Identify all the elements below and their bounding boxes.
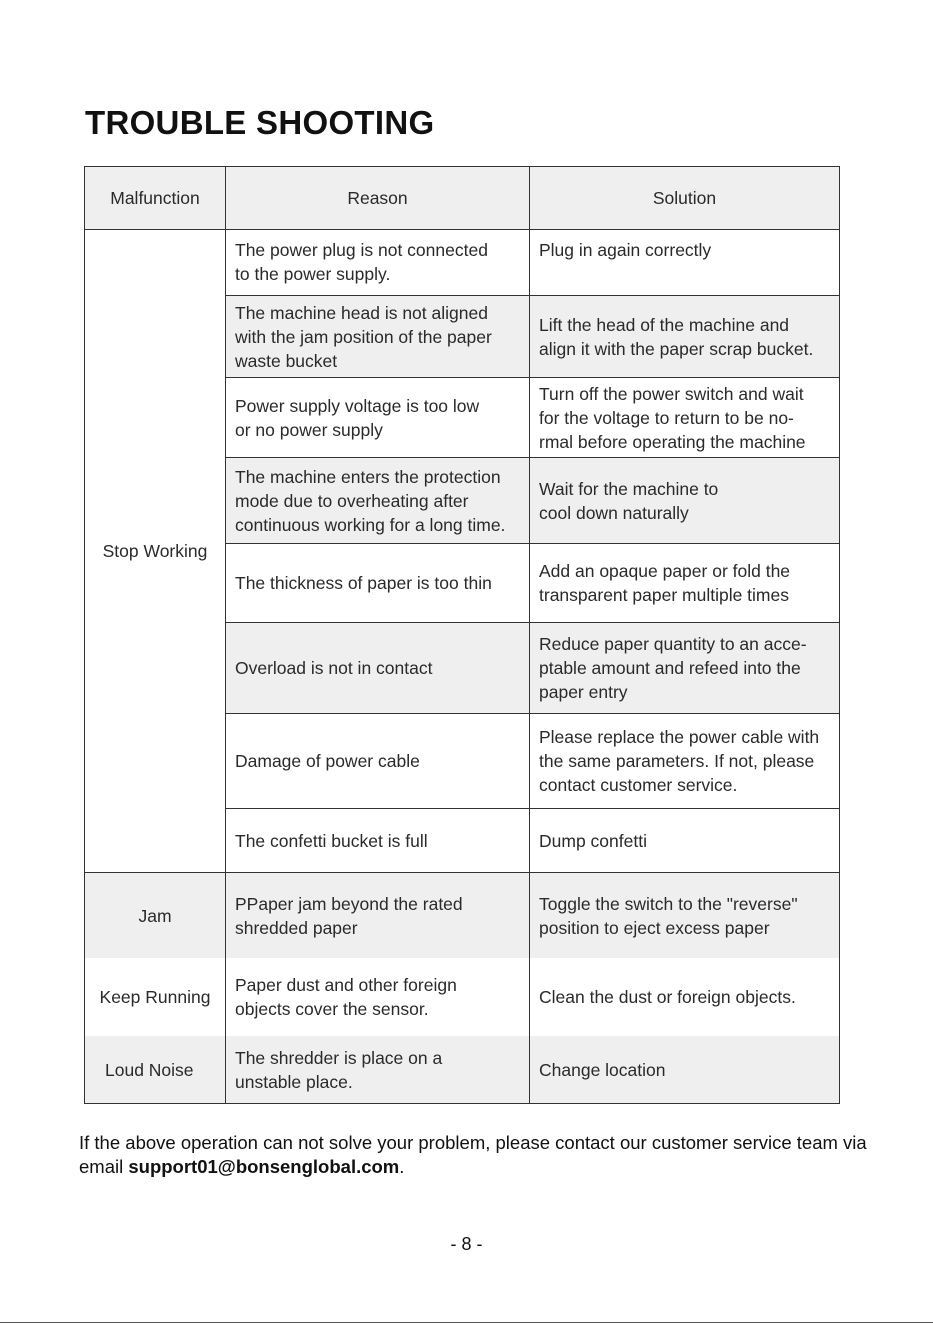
reason-cell: Power supply voltage is too low or no power supply: [225, 377, 529, 457]
page-title: TROUBLE SHOOTING: [85, 104, 435, 141]
malfunction-stop-working: Stop Working: [85, 229, 225, 872]
page-number: - 8 -: [450, 1234, 483, 1254]
support-email-link[interactable]: support01@bonsenglobal.com: [128, 1156, 400, 1177]
malfunction-loud-noise: Loud Noise: [85, 1036, 225, 1103]
reason-cell: The machine enters the protection mode due to overheating after continuous working for a long time.: [225, 457, 529, 543]
reason-cell: The machine head is not aligned with the jam position of the paper waste bucket: [225, 295, 529, 377]
reason-cell: The thickness of paper is too thin: [225, 543, 529, 622]
solution-cell: Lift the head of the machine and align it with the paper scrap bucket.: [529, 295, 839, 377]
contact-text: If the above operation can not solve your problem, please contact our customer service team via email: [79, 1132, 867, 1177]
solution-cell: Toggle the switch to the "reverse" position to eject excess paper: [529, 872, 839, 958]
contact-text-end: .: [399, 1156, 405, 1177]
solution-cell: Turn off the power switch and wait for the voltage to return to be no- rmal before operating the machine: [529, 377, 839, 457]
header-reason: Reason: [225, 167, 529, 229]
reason-cell: The confetti bucket is full: [225, 808, 529, 872]
troubleshooting-table: [84, 166, 840, 1104]
reason-cell: PPaper jam beyond the rated shredded paper: [225, 872, 529, 958]
solution-cell: Plug in again correctly: [529, 229, 839, 295]
reason-cell: The power plug is not connected to the power supply.: [225, 229, 529, 295]
solution-cell: Dump confetti: [529, 808, 839, 872]
solution-cell: Please replace the power cable with the same parameters. If not, please contact customer service.: [529, 713, 839, 808]
page-bottom-rule: [0, 1322, 933, 1323]
solution-cell: Reduce paper quantity to an acce- ptable amount and refeed into the paper entry: [529, 622, 839, 713]
malfunction-jam: Jam: [85, 872, 225, 958]
header-solution: Solution: [529, 167, 839, 229]
reason-cell: Damage of power cable: [225, 713, 529, 808]
malfunction-keep-running: Keep Running: [99, 987, 211, 1007]
header-malfunction: Malfunction: [85, 167, 225, 229]
reason-cell: Paper dust and other foreign objects cover the sensor.: [225, 958, 529, 1036]
solution-cell: Add an opaque paper or fold the transparent paper multiple times: [529, 543, 839, 622]
solution-cell: Clean the dust or foreign objects.: [529, 958, 839, 1036]
contact-note: [79, 1131, 869, 1179]
solution-cell: Wait for the machine to cool down naturally: [529, 457, 839, 543]
reason-cell: Overload is not in contact: [225, 622, 529, 713]
reason-cell: The shredder is place on a unstable place.: [225, 1036, 529, 1103]
solution-cell: Change location: [529, 1036, 839, 1103]
